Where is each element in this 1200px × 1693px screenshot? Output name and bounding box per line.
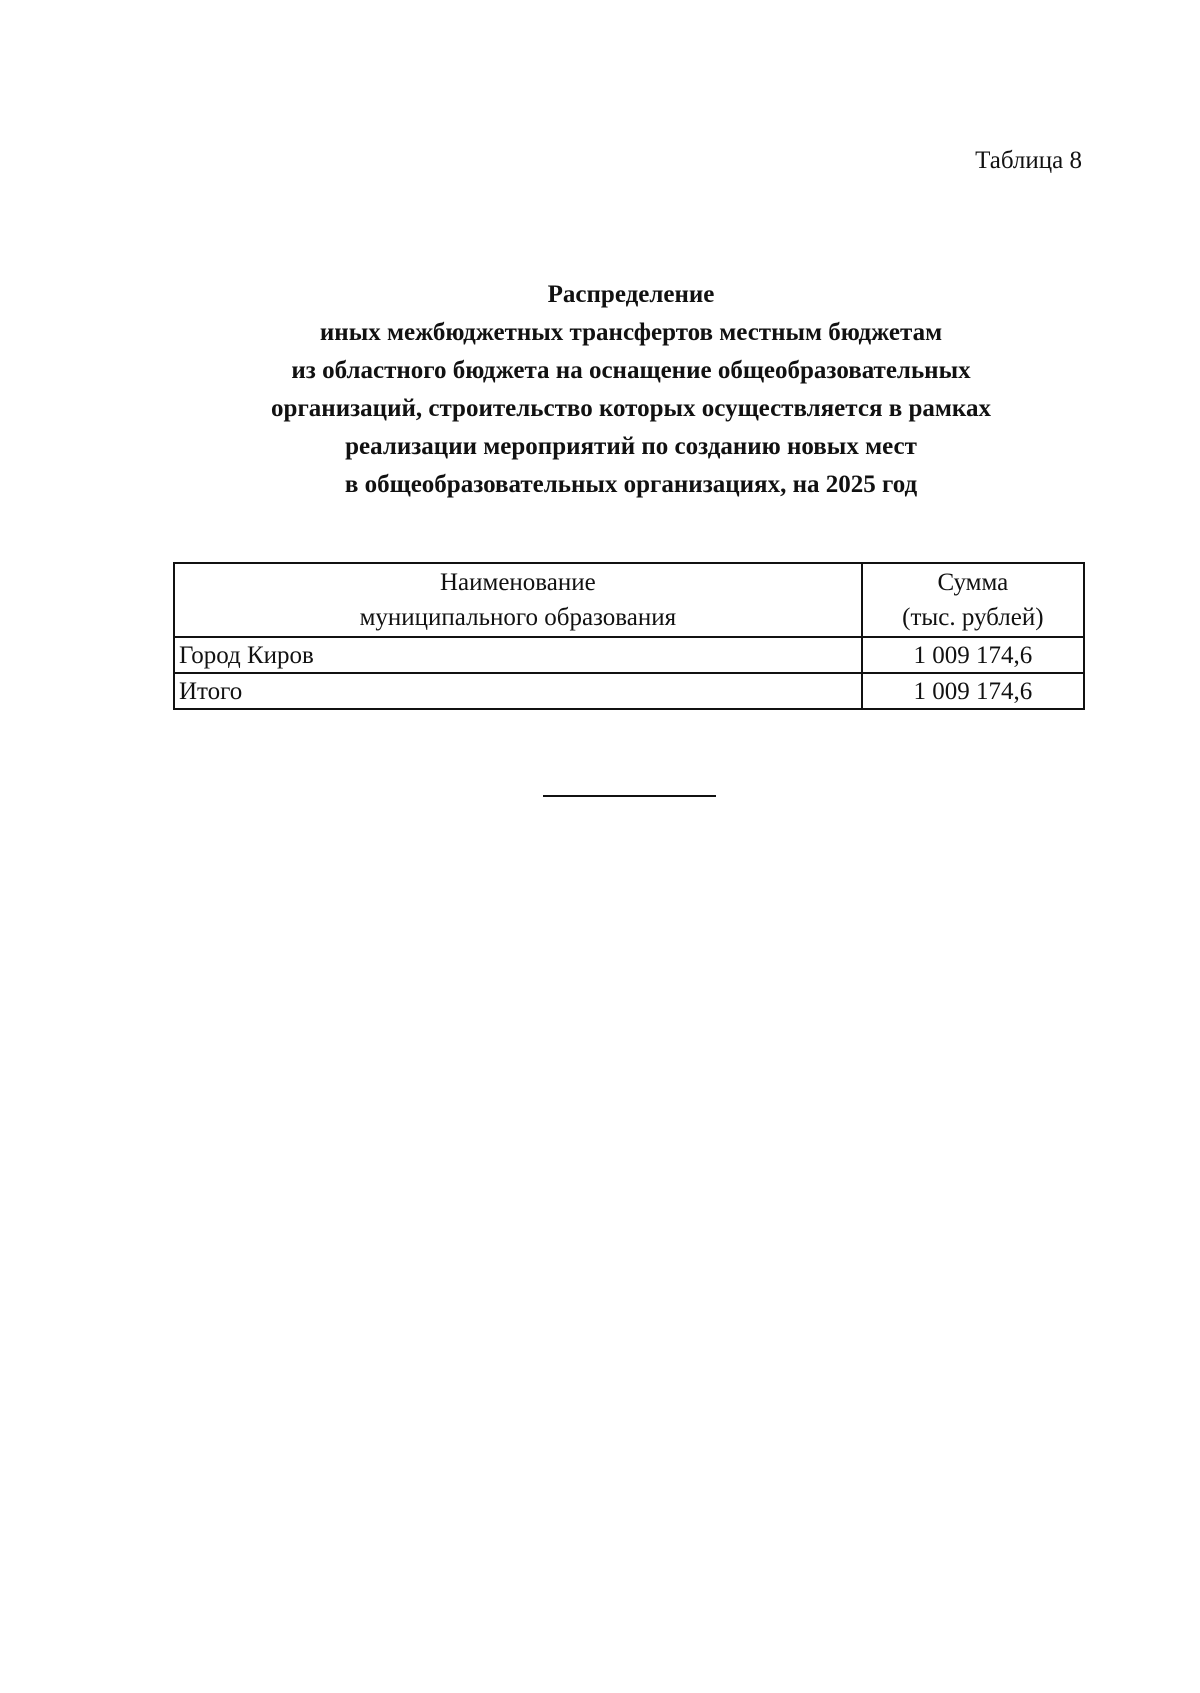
header-sum-line: (тыс. рублей) bbox=[902, 604, 1044, 631]
title-line: в общеобразовательных организациях, на 2025 год bbox=[344, 471, 918, 498]
header-sum bbox=[862, 563, 1084, 637]
title-line: реализации мероприятий по созданию новых мест bbox=[345, 433, 917, 460]
document-title bbox=[0, 276, 1200, 504]
title-line: иных межбюджетных трансфертов местным бюджетам bbox=[319, 319, 943, 346]
end-of-document-rule bbox=[543, 795, 716, 797]
allocation-table bbox=[173, 562, 1085, 710]
table-row bbox=[174, 637, 1084, 673]
row-municipality-name: Город Киров bbox=[174, 637, 862, 673]
table-number: Таблица 8 bbox=[975, 147, 1082, 174]
header-municipality bbox=[174, 563, 862, 637]
header-municipality-line: Наименование bbox=[439, 569, 596, 596]
title-line: Распределение bbox=[547, 281, 715, 308]
table-row-total bbox=[174, 673, 1084, 709]
header-sum-line: Сумма bbox=[937, 569, 1009, 596]
row-sum-value: 1 009 174,6 bbox=[862, 637, 1084, 673]
total-sum-value: 1 009 174,6 bbox=[862, 673, 1084, 709]
table-header-row bbox=[174, 563, 1084, 637]
title-line: организаций, строительство которых осуществляется в рамках bbox=[271, 395, 991, 422]
title-line: из областного бюджета на оснащение общеобразовательных bbox=[291, 357, 971, 384]
total-label: Итого bbox=[174, 673, 862, 709]
header-municipality-line: муниципального образования bbox=[359, 604, 677, 631]
